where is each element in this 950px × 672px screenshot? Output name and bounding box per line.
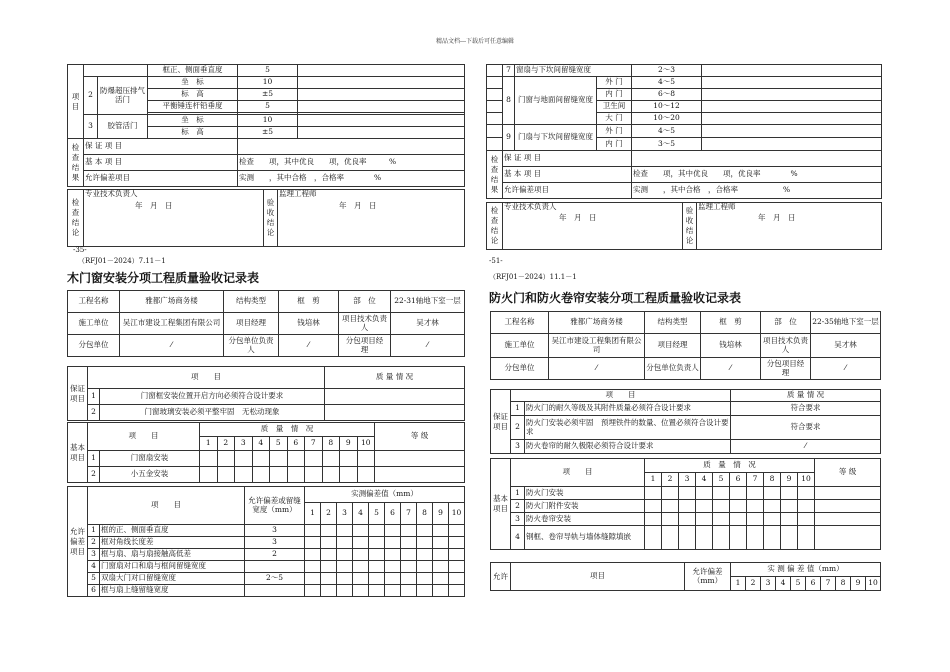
supervisor-signature: 监理工程师 年 月 日	[278, 190, 465, 247]
col-header-measured: 实测偏差值（mm）	[305, 487, 465, 503]
basic-item: 小五金安装	[100, 467, 200, 483]
num-cell: 9	[433, 503, 449, 525]
num-cell: 7	[821, 577, 836, 591]
guarantee-group-label: 保证项目	[491, 390, 511, 454]
guarantee-label: 保 证 项 目	[84, 139, 238, 155]
col-header-item: 项 目	[88, 487, 245, 525]
guarantee-item: 防火门的耐久等级及其附件质量必须符合设计要求	[525, 402, 731, 416]
row-no: 1	[88, 525, 100, 537]
tech-name: 吴才林	[391, 313, 465, 335]
num-cell: 1	[305, 503, 321, 525]
struct-type: 框 剪	[701, 312, 761, 334]
check-result-label: 检查结果	[68, 139, 84, 187]
num-cell: 6	[806, 577, 821, 591]
deviation-group-label: 允许	[491, 563, 511, 591]
form-title: 木门窗安装分项工程质量验收记录表	[67, 271, 260, 285]
pm-label: 项目经理	[645, 334, 701, 358]
struct-label: 结构类型	[224, 291, 279, 313]
col-header-allowance: 允许偏差或留缝宽度（mm）	[245, 487, 305, 525]
part-value: 22-35轴地下室一层	[811, 312, 881, 334]
num-cell: 3	[761, 577, 776, 591]
num-cell: 8	[764, 473, 781, 487]
deviation-group-label: 允许偏差项目	[68, 487, 88, 597]
row-no: 1	[88, 389, 100, 405]
basic-result-text: 检查 项，其中优良 项，优良率 %	[238, 155, 465, 171]
deviation-value: 2～5	[245, 573, 305, 585]
col-header-quality: 质 量 情 况	[731, 390, 881, 402]
num-cell: 2	[321, 503, 337, 525]
deviation-item: 门窗扇对口和扇与框间留缝宽度	[100, 561, 245, 573]
door-type: 外 门	[597, 77, 632, 89]
guarantee-label: 保 证 项 目	[503, 151, 632, 167]
col-header-item: 项 目	[511, 459, 645, 487]
sub-pm-value: ⁄	[811, 358, 881, 380]
tech-label: 项目技术负责人	[339, 313, 391, 335]
num-cell: 1	[731, 577, 746, 591]
guarantee-group-label: 保证项目	[68, 367, 88, 421]
num-cell: 10	[866, 577, 881, 591]
quality-value: ⁄	[731, 440, 881, 454]
tech-lead-signature: 专业技术负责人 年 月 日	[84, 190, 264, 247]
num-cell: 8	[417, 503, 433, 525]
deviation-item: 窗扇与下坎间留缝宽度	[515, 65, 632, 77]
cont-value: ±5	[238, 89, 298, 101]
unit-name: 吴江市建设工程集团有限公司	[549, 334, 645, 358]
deviation-value: 4～5	[632, 125, 702, 138]
acceptance-label: 验收结论	[683, 203, 697, 250]
num-cell: 1	[645, 473, 662, 487]
basic-label: 基 本 项 目	[503, 167, 632, 183]
row-no: 2	[511, 416, 525, 440]
part-label: 部 位	[761, 312, 811, 334]
sub-value: ⁄	[120, 335, 224, 357]
unit-label: 施工单位	[68, 313, 120, 335]
num-cell: 8	[836, 577, 851, 591]
cont-item: 框正、侧面垂直度	[148, 65, 238, 77]
tech-lead-signature: 专业技术负责人 年 月 日	[503, 203, 683, 250]
project-name: 雅都广场商务楼	[549, 312, 645, 334]
row-no: 1	[88, 451, 100, 467]
col-header-item: 项 目	[88, 423, 200, 451]
num-cell: 2	[662, 473, 679, 487]
unit-label: 施工单位	[491, 334, 549, 358]
deviation-value	[245, 561, 305, 573]
num-cell: 9	[340, 437, 358, 451]
num-cell: 9	[781, 473, 798, 487]
left-continuation-table	[67, 64, 465, 187]
deviation-value: 10～20	[632, 113, 702, 125]
left-basic-table	[67, 422, 465, 483]
row-no: 9	[503, 125, 515, 151]
deviation-item: 框与扇、扇与扇接触高低差	[100, 549, 245, 561]
deviation-item: 门扇与下坎间留缝宽度	[515, 125, 597, 151]
row-no: 2	[88, 405, 100, 421]
deviation-value: 2～3	[632, 65, 702, 77]
row-no: 6	[88, 585, 100, 597]
door-type: 大 门	[597, 113, 632, 125]
basic-item: 防火卷帘安装	[525, 513, 645, 526]
num-cell: 3	[337, 503, 353, 525]
guarantee-item: 门窗框安装位置开启方向必须符合设计要求	[100, 389, 325, 405]
cont-item: 标 高	[148, 127, 238, 139]
left-info-table	[67, 290, 465, 357]
row-no: 5	[88, 573, 100, 585]
num-cell: 3	[679, 473, 696, 487]
right-info-table	[490, 311, 881, 380]
acceptance-label: 验收结论	[264, 190, 278, 247]
sub-lead-value: ⁄	[279, 335, 339, 357]
basic-label: 基 本 项 目	[84, 155, 238, 171]
deviation-item: 框与扇上缝留缝宽度	[100, 585, 245, 597]
pm-name: 钱培林	[701, 334, 761, 358]
row-no: 8	[503, 77, 515, 125]
basic-item: 防火门安装	[525, 487, 645, 500]
allow-result-text: 实测 ，其中合格 ，合格率 %	[632, 183, 882, 199]
form-code: （RFJ01－2024）7.11－1	[78, 257, 166, 265]
col-header-quality: 质 量 情 况	[325, 367, 465, 389]
num-cell: 5	[713, 473, 730, 487]
num-cell: 10	[798, 473, 815, 487]
num-cell: 6	[287, 437, 305, 451]
group2-name: 防爆超压排气活门	[98, 77, 148, 115]
basic-result-text: 检查 项，其中优良 项，优良率 %	[632, 167, 882, 183]
sub-lead-label: 分包单位负责人	[224, 335, 279, 357]
cont-value: ±5	[238, 127, 298, 139]
group-label-items: 项目	[68, 65, 84, 139]
basic-item: 防火门附件安装	[525, 500, 645, 513]
allow-label: 允许偏差项目	[503, 183, 632, 199]
deviation-item: 框对角线长度差	[100, 537, 245, 549]
row-no: 4	[88, 561, 100, 573]
project-name: 雅都广场商务楼	[120, 291, 224, 313]
deviation-value: 3	[245, 525, 305, 537]
deviation-value: 3	[245, 537, 305, 549]
sub-value: ⁄	[549, 358, 645, 380]
num-cell: 2	[217, 437, 235, 451]
col-header-item: 项 目	[88, 367, 325, 389]
basic-group-label: 基本项目	[68, 423, 88, 483]
num-cell: 4	[776, 577, 791, 591]
num-cell: 4	[353, 503, 369, 525]
cont-item: 坐 标	[148, 77, 238, 89]
right-signature-table	[486, 202, 882, 250]
col-header-measured: 实 测 偏 差 值（mm）	[731, 563, 881, 577]
deviation-value: 4～5	[632, 77, 702, 89]
supervisor-signature: 监理工程师 年 月 日	[697, 203, 882, 250]
sub-label: 分包单位	[491, 358, 549, 380]
cont-value: 10	[238, 115, 298, 127]
num-cell: 8	[322, 437, 340, 451]
tech-name: 吴才林	[811, 334, 881, 358]
quality-value: 符合要求	[731, 416, 881, 440]
door-type: 内 门	[597, 89, 632, 101]
cont-item: 坐 标	[148, 115, 238, 127]
cont-value: 10	[238, 77, 298, 89]
group3-name: 胶管活门	[98, 115, 148, 139]
cont-value: 5	[238, 65, 298, 77]
col-header-grade: 等 级	[815, 459, 881, 487]
guarantee-item: 防火卷帘的耐久极限必须符合设计要求	[525, 440, 731, 454]
part-value: 22-31轴地下室一层	[391, 291, 465, 313]
num-cell: 4	[252, 437, 270, 451]
allow-label: 允许偏差项目	[84, 171, 238, 187]
quality-value: 符合要求	[731, 402, 881, 416]
cont-item: 平衡锤连杆铅垂度	[148, 101, 238, 113]
form-title: 防火门和防火卷帘安装分项工程质量验收记录表	[489, 291, 742, 305]
deviation-value	[245, 585, 305, 597]
door-type: 内 门	[597, 138, 632, 151]
page-number: -35-	[73, 246, 87, 254]
left-guarantee-table	[67, 366, 465, 421]
guarantee-item: 防火门安装必须牢固 预埋铁件的数量、位置必须符合设计要求	[525, 416, 731, 440]
right-continuation-table	[486, 64, 882, 199]
basic-item: 钢框、卷帘导轨与墙体缝隙填嵌	[525, 526, 645, 550]
row-no: 2	[84, 77, 98, 115]
col-header-grade: 等 级	[375, 423, 465, 451]
part-label: 部 位	[339, 291, 391, 313]
guarantee-item: 门窗玻璃安装必须平整牢固 无松动现象	[100, 405, 325, 421]
deviation-value: 6～8	[632, 89, 702, 101]
row-no: 1	[511, 487, 525, 500]
struct-label: 结构类型	[645, 312, 701, 334]
allow-result-text: 实测 ，其中合格 ，合格率 %	[238, 171, 465, 187]
door-type: 外 门	[597, 125, 632, 138]
row-no: 2	[88, 467, 100, 483]
deviation-value: 3～5	[632, 138, 702, 151]
unit-name: 吴江市建设工程集团有限公司	[120, 313, 224, 335]
num-cell: 3	[235, 437, 253, 451]
num-cell: 10	[449, 503, 465, 525]
struct-type: 框 剪	[279, 291, 339, 313]
num-cell: 9	[851, 577, 866, 591]
page-number: -51-	[489, 257, 503, 265]
row-no: 4	[511, 526, 525, 550]
left-signature-table	[67, 189, 465, 247]
right-basic-table	[490, 458, 881, 550]
row-no: 3	[511, 513, 525, 526]
deviation-item: 框的正、侧面垂直度	[100, 525, 245, 537]
num-cell: 5	[369, 503, 385, 525]
cont-value: 5	[238, 101, 298, 113]
project-label: 工程名称	[491, 312, 549, 334]
row-no: 3	[88, 549, 100, 561]
door-type: 卫生间	[597, 101, 632, 113]
header-note: 精品文档---下载后可任意编辑	[435, 38, 515, 45]
col-header-quality: 质 量 情 况	[200, 423, 375, 437]
basic-item: 门窗扇安装	[100, 451, 200, 467]
row-no: 2	[511, 500, 525, 513]
col-header-allowance: 允许偏差（mm）	[685, 563, 731, 591]
num-cell: 2	[746, 577, 761, 591]
check-result-label: 检查结果	[487, 151, 503, 199]
tech-label: 项目技术负责人	[761, 334, 811, 358]
num-cell: 7	[401, 503, 417, 525]
deviation-item: 双扇大门对口留缝宽度	[100, 573, 245, 585]
num-cell: 4	[696, 473, 713, 487]
pm-label: 项目经理	[224, 313, 279, 335]
num-cell: 10	[357, 437, 375, 451]
num-cell: 5	[791, 577, 806, 591]
col-header-item: 项目	[511, 563, 685, 591]
sub-label: 分包单位	[68, 335, 120, 357]
num-cell: 1	[200, 437, 218, 451]
conclusion-label: 检查结论	[487, 203, 503, 250]
deviation-item: 门窗与地面间留缝宽度	[515, 77, 597, 125]
num-cell: 7	[747, 473, 764, 487]
num-cell: 5	[270, 437, 288, 451]
row-no: 2	[88, 537, 100, 549]
row-no: 1	[511, 402, 525, 416]
row-no: 3	[511, 440, 525, 454]
basic-group-label: 基本项目	[491, 459, 511, 550]
cont-item: 标 高	[148, 89, 238, 101]
row-no: 3	[84, 115, 98, 139]
sub-pm-label: 分包项目经 理	[761, 358, 811, 380]
col-header-quality: 质 量 情 况	[645, 459, 815, 473]
right-deviation-table	[490, 562, 881, 591]
deviation-value: 2	[245, 549, 305, 561]
conclusion-label: 检查结论	[68, 190, 84, 247]
right-guarantee-table	[490, 389, 881, 454]
num-cell: 6	[730, 473, 747, 487]
left-deviation-table	[67, 486, 465, 597]
deviation-value: 10～12	[632, 101, 702, 113]
sub-pm-value: ⁄	[391, 335, 465, 357]
pm-name: 钱培林	[279, 313, 339, 335]
num-cell: 6	[385, 503, 401, 525]
sub-pm-label: 分包项目经 理	[339, 335, 391, 357]
project-label: 工程名称	[68, 291, 120, 313]
num-cell: 7	[305, 437, 323, 451]
col-header-item: 项 目	[511, 390, 731, 402]
sub-lead-label: 分包单位负责人	[645, 358, 701, 380]
row-no: 7	[503, 65, 515, 77]
form-code: （RFJ01－2024）11.1－1	[489, 273, 577, 281]
sub-lead-value: ⁄	[701, 358, 761, 380]
